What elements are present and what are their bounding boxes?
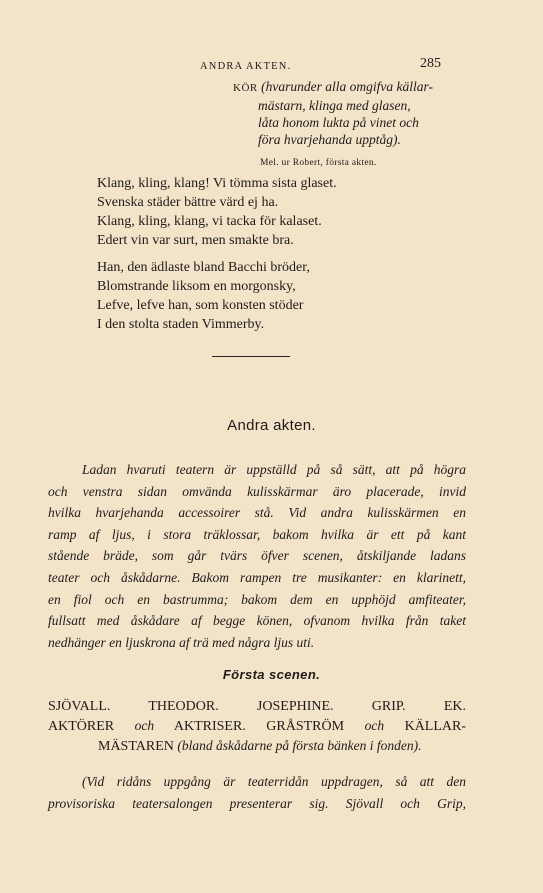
setting-description bbox=[48, 459, 466, 653]
scene-title: Första scenen. bbox=[222, 667, 321, 682]
song-stanza-2 bbox=[97, 258, 310, 334]
stage-direction-line: låta honom lukta på vinet och bbox=[258, 115, 419, 130]
verse-line: Edert vin var surt, men smakte bra. bbox=[97, 233, 294, 248]
description-line: hvilka hvarjehanda accessoirer stå. Vid andra kulisskärmen en bbox=[48, 505, 466, 521]
stage-direction bbox=[233, 78, 433, 148]
verse-line: Lefve, lefve han, som konsten stöder bbox=[97, 298, 304, 313]
verse-line: Svenska städer bättre värd ej ha. bbox=[97, 195, 279, 210]
page-number: 285 bbox=[420, 56, 441, 71]
verse-line: Blomstrande liksom en morgonsky, bbox=[97, 279, 296, 294]
speaker-label: KÖR bbox=[233, 82, 258, 94]
running-title: ANDRA AKTEN. bbox=[200, 61, 292, 72]
stage-direction-line: mästarn, klinga med glasen, bbox=[258, 98, 411, 113]
description-line: en fiol och en bastrumma; bakom dem en upphöjd amfiteater, bbox=[48, 591, 466, 607]
curtain-direction bbox=[48, 771, 466, 814]
cast-line: MÄSTAREN (bland åskådarne på första bänken i fonden). bbox=[98, 738, 422, 754]
description-line: nedhänger en ljuskrona af trä med några ljus uti. bbox=[48, 634, 315, 650]
verse-line: Klang, kling, klang! Vi tömma sista glaset. bbox=[97, 176, 337, 191]
section-divider bbox=[212, 356, 290, 357]
stage-direction-line: föra hvarjehanda upptåg). bbox=[258, 132, 401, 147]
stage-direction-line: (hvarunder alla omgifva källar- bbox=[261, 79, 433, 94]
direction-line: provisoriska teatersalongen presenterar sig. Sjövall och Grip, bbox=[48, 795, 466, 811]
description-line: ramp af ljus, i stora träklossar, bakom hvilka är ett på kant bbox=[48, 526, 466, 542]
verse-line: Klang, kling, klang, vi tacka för kalaset. bbox=[97, 214, 322, 229]
cast-line: AKTÖRER och AKTRISER. GRÅSTRÖM och KÄLLAR- bbox=[48, 718, 467, 734]
act-title: Andra akten. bbox=[227, 417, 316, 434]
description-line: och venstra sidan omvända kulisskärmar äro placerade, invid bbox=[48, 483, 466, 499]
verse-line: I den stolta staden Vimmerby. bbox=[97, 317, 265, 332]
cast-line: SJÖVALL. THEODOR. JOSEPHINE. GRIP. EK. bbox=[48, 699, 466, 714]
melody-attribution: Mel. ur Robert, första akten. bbox=[260, 158, 377, 168]
cast-list bbox=[48, 697, 466, 756]
description-line: teater och åskådarne. Bakom rampen tre musikanter: en klarinett, bbox=[48, 569, 466, 585]
direction-line: (Vid ridåns uppgång är teaterridån uppdragen, så att den bbox=[82, 774, 466, 789]
description-line: Ladan hvaruti teatern är uppställd på så sätt, att på högra bbox=[82, 462, 466, 477]
description-line: stående bräde, som går tvärs öfver scenen, åtskiljande ladans bbox=[48, 548, 466, 564]
verse-line: Han, den ädlaste bland Bacchi bröder, bbox=[97, 260, 310, 275]
description-line: fullsatt med åskådare af begge könen, ofvanom hvilka från taket bbox=[48, 613, 466, 629]
song-stanza-1 bbox=[97, 174, 337, 250]
